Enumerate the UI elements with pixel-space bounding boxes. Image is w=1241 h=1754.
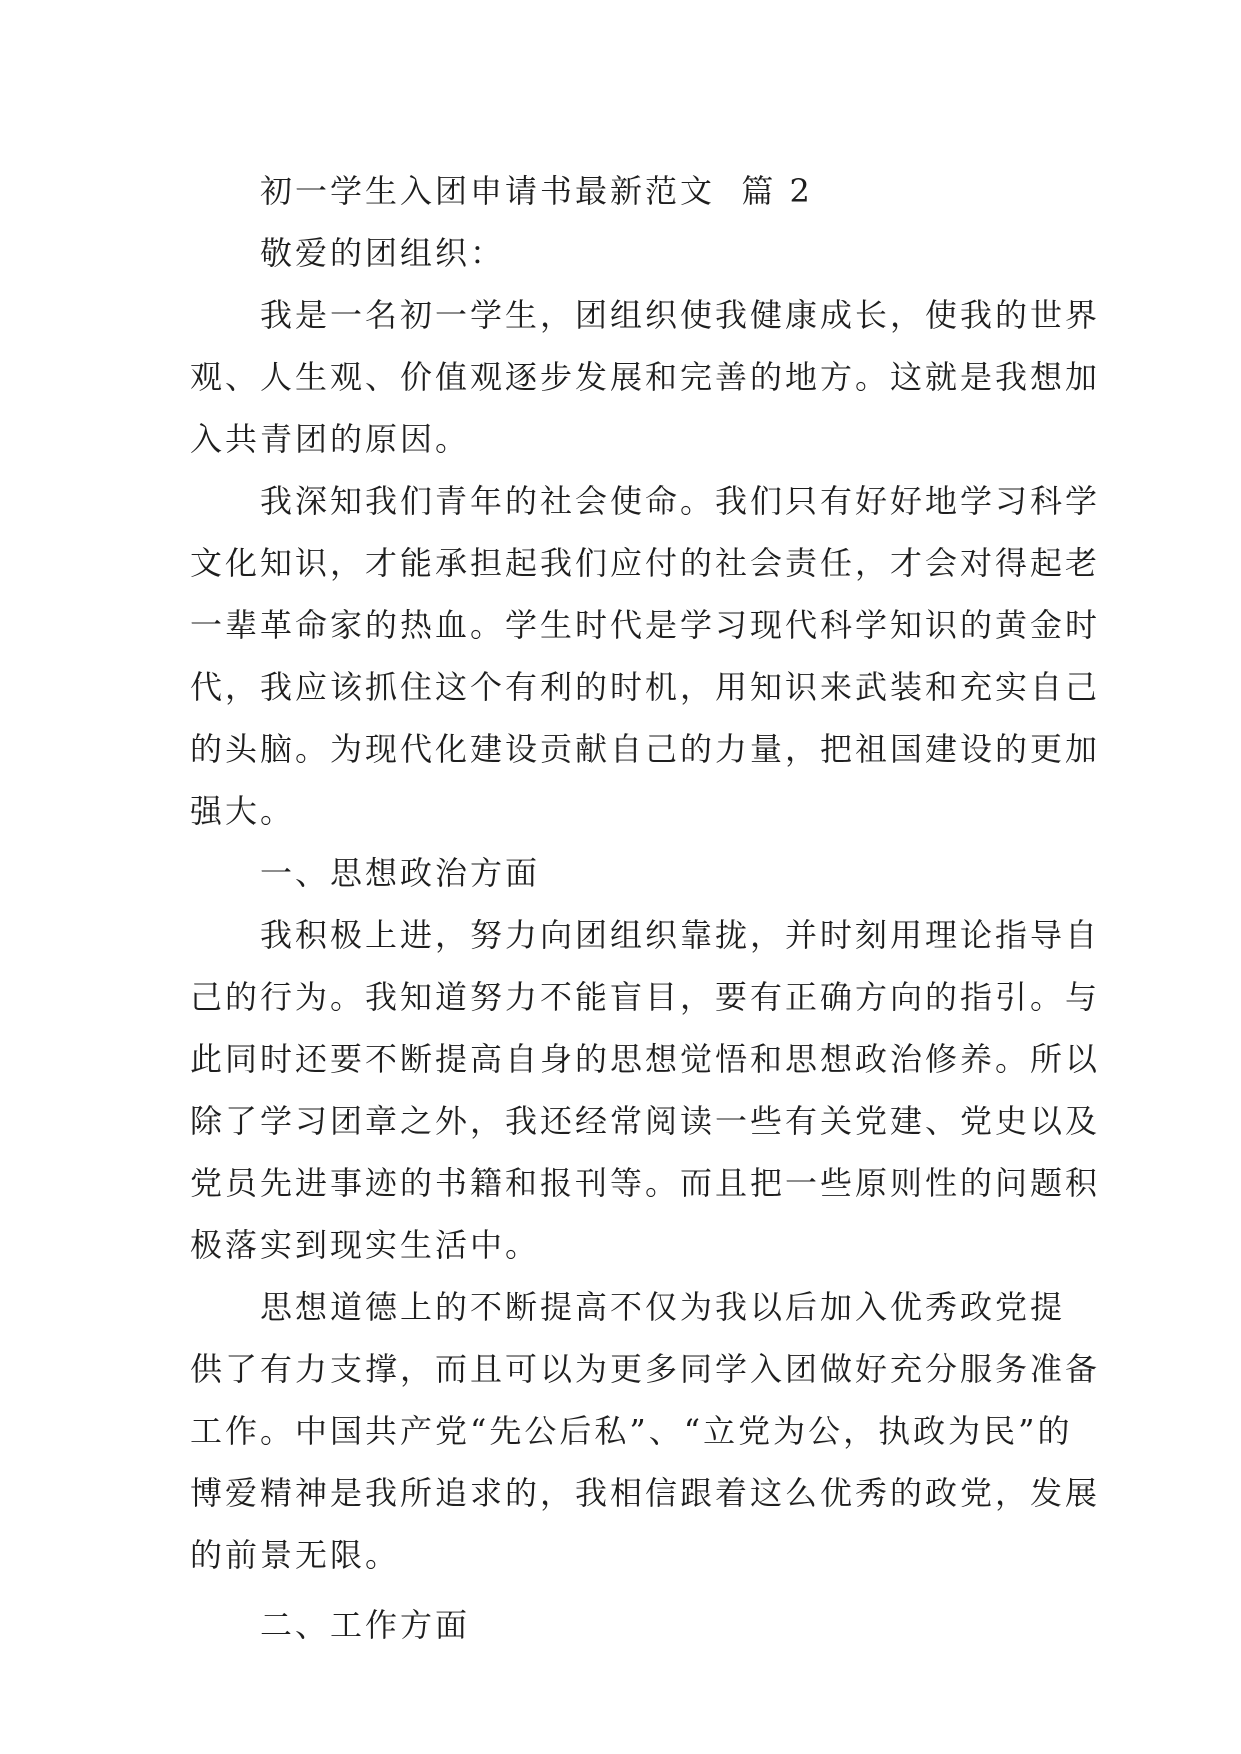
paragraph-line: 博爱精神是我所追求的，我相信跟着这么优秀的政党，发展	[190, 1474, 1101, 1512]
section-heading-work: 二、工作方面	[260, 1606, 471, 1644]
paragraph-line: 此同时还要不断提高自身的思想觉悟和思想政治修养。所以	[190, 1040, 1101, 1078]
salutation: 敬爱的团组织：	[260, 234, 506, 272]
paragraph-ideology	[190, 904, 1101, 1276]
document-title: 初一学生入团申请书最新范文 篇 2	[260, 172, 813, 210]
paragraph-line: 的前景无限。	[190, 1536, 401, 1574]
section-heading-ideology: 一、思想政治方面	[260, 854, 541, 892]
paragraph-line: 我积极上进，努力向团组织靠拢，并时刻用理论指导自	[260, 916, 1101, 954]
paragraph-line: 思想道德上的不断提高不仅为我以后加入优秀政党提	[260, 1288, 1066, 1326]
paragraph-line: 一辈革命家的热血。学生时代是学习现代科学知识的黄金时	[190, 606, 1101, 644]
paragraph-line: 入共青团的原因。	[190, 420, 471, 458]
paragraph-line: 我是一名初一学生，团组织使我健康成长，使我的世界	[260, 296, 1101, 334]
paragraph-line: 极落实到现实生活中。	[190, 1226, 541, 1264]
paragraph-line: 党员先进事迹的书籍和报刊等。而且把一些原则性的问题积	[190, 1164, 1101, 1202]
paragraph-line: 己的行为。我知道努力不能盲目，要有正确方向的指引。与	[190, 978, 1101, 1016]
paragraph-line: 强大。	[190, 792, 296, 830]
paragraph-line: 我深知我们青年的社会使命。我们只有好好地学习科学	[260, 482, 1101, 520]
paragraph-line: 代，我应该抓住这个有利的时机，用知识来武装和充实自己	[190, 668, 1101, 706]
paragraph-morality	[190, 1276, 1101, 1586]
paragraph-line: 文化知识，才能承担起我们应付的社会责任，才会对得起老	[190, 544, 1101, 582]
paragraph-line: 观、人生观、价值观逐步发展和完善的地方。这就是我想加	[190, 358, 1101, 396]
paragraph-line: 的头脑。为现代化建设贡献自己的力量，把祖国建设的更加	[190, 730, 1101, 768]
paragraph-line: 除了学习团章之外，我还经常阅读一些有关党建、党史以及	[190, 1102, 1101, 1140]
paragraph-mission	[190, 470, 1101, 842]
paragraph-line: 供了有力支撑，而且可以为更多同学入团做好充分服务准备	[190, 1350, 1101, 1388]
paragraph-intro	[190, 284, 1101, 470]
document-body	[190, 160, 1101, 1656]
paragraph-line: 工作。中国共产党“先公后私”、“立党为公，执政为民”的	[190, 1412, 1073, 1450]
